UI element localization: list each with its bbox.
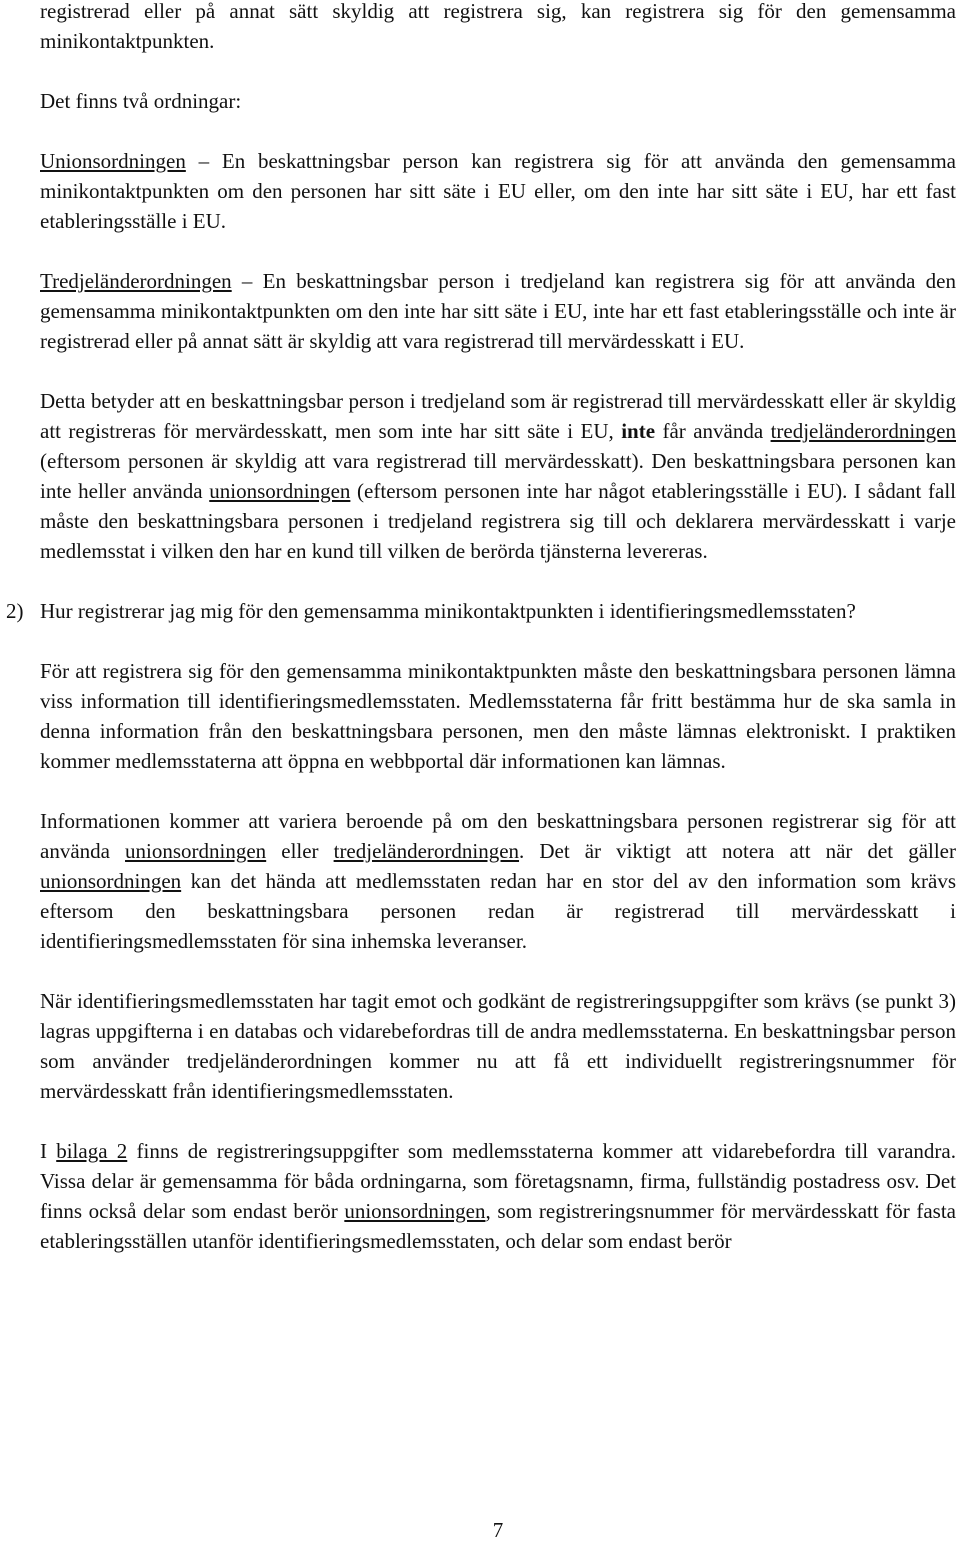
link-unionsordningen[interactable]: unionsordningen: [125, 839, 267, 863]
section-number: 2): [6, 599, 24, 623]
paragraph-text: . Det är viktigt att notera att när det gäller: [519, 839, 956, 863]
document-body: [6, 0, 956, 1542]
paragraph-text: kan det hända att medlemsstaten redan har en stor del av den information som krävs eftersom den beskattningsbara personen redan är registrerad till mervärdesskatt i identifieringsmedlemsstaten för sina inhemska leveranser.: [40, 869, 956, 953]
paragraph-text: finns de registreringsuppgifter som medlemsstaterna kommer att vidarebefordra till varandra. Vissa delar är gemensamma för båda ordningarna, som företagsnamn, firma, fullständig postadress osv. Det finns också delar som endast berör: [40, 1139, 956, 1223]
paragraph-informationen: [40, 806, 956, 956]
link-tredjelanderordningen[interactable]: tredjeländerordningen: [333, 839, 520, 863]
paragraph-text: (eftersom personen inte har något etableringsställe i EU). I sådant fall måste den beskattningsbara personen i tredjeland registrera sig till och deklarera mervärdesskatt i varje medlemsstat i vilken den har en kund till vilken de berörda tjänsterna levereras.: [40, 479, 956, 563]
paragraph-text: (eftersom personen är skyldig att vara registrerad till mervärdesskatt). Den beskattningsbara personen kan inte heller använda: [40, 449, 956, 503]
paragraph-text: – En beskattningsbar person i tredjeland kan registrera sig för att använda den gemensamma minikontaktpunkten om den inte har sitt säte i EU, inte har ett fast etableringsställe och inte är registrerad eller på annat sätt är skyldig att vara registrerad till mervärdesskatt i EU.: [40, 269, 956, 353]
paragraph-unionsordningen: [40, 146, 956, 236]
paragraph-text: – En beskattningsbar person kan registrera sig för att använda den gemensamma minikontaktpunkten om den personen har sitt säte i EU eller, om den inte har sitt säte i EU, har ett fast etableringsställe i EU.: [40, 149, 956, 233]
link-unionsordningen[interactable]: unionsordningen: [209, 479, 351, 503]
link-tredjelanderordningen[interactable]: tredjeländerordningen: [770, 419, 956, 443]
term-tredjelanderordningen: Tredjeländerordningen: [40, 269, 232, 293]
paragraph-text: Detta betyder att en beskattningsbar person i tredjeland som är registrerad till mervärdesskatt eller är skyldig att registreras för mervärdesskatt, men som inte har sitt säte i EU,: [40, 389, 956, 443]
section-heading-2: [6, 596, 956, 626]
term-unionsordningen: Unionsordningen: [40, 149, 186, 173]
paragraph-text: får använda: [655, 419, 771, 443]
paragraph-text: eller: [266, 839, 334, 863]
paragraph-intro: Det finns två ordningar:: [40, 89, 242, 113]
paragraph-registrera: För att registrera sig för den gemensamma minikontaktpunkten måste den beskattningsbara personen lämna viss information till identifieringsmedlemsstaten. Medlemsstaterna får fritt bestämma hur de ska samla in denna information från den beskattningsbara personen, men den måste lämnas elektroniskt. I praktiken kommer medlemsstaterna att öppna en webbportal där informationen kan lämnas.: [40, 659, 956, 773]
paragraph-text: Informationen kommer att variera beroende på om den beskattningsbara personen registrerar sig för att använda: [40, 809, 956, 863]
emphasis-inte: inte: [621, 419, 656, 443]
paragraph-bilaga: [40, 1136, 956, 1256]
paragraph-text: I: [40, 1139, 57, 1163]
paragraph-continuation: registrerad eller på annat sätt skyldig att registrera sig, kan registrera sig för den gemensamma minikontaktpunkten.: [40, 0, 956, 53]
paragraph-text: , som registreringsnummer för mervärdesskatt för fasta etableringsställen utanför identifieringsmedlemsstaten, och delar som endast berör: [40, 1199, 956, 1253]
link-unionsordningen[interactable]: unionsordningen: [344, 1199, 486, 1223]
paragraph-detta-betyder: [40, 386, 956, 566]
paragraph-nar-identifieringsmedlemsstaten: När identifieringsmedlemsstaten har tagit emot och godkänt de registreringsuppgifter som krävs (se punkt 3) lagras uppgifterna i en databas och vidarebefordras till de andra medlemsstaterna. En beskattningsbar person som använder tredjeländerordningen kommer nu att få ett individuellt registreringsnummer för mervärdesskatt från identifieringsmedlemsstaten.: [40, 989, 956, 1103]
page-number: 7: [492, 1518, 504, 1542]
section-heading-text: Hur registrerar jag mig för den gemensamma minikontaktpunkten i identifieringsmedlemsstaten?: [40, 599, 856, 623]
paragraph-tredjelanderordningen: [40, 266, 956, 356]
link-bilaga-2[interactable]: bilaga 2: [56, 1139, 128, 1163]
link-unionsordningen[interactable]: unionsordningen: [40, 869, 182, 893]
